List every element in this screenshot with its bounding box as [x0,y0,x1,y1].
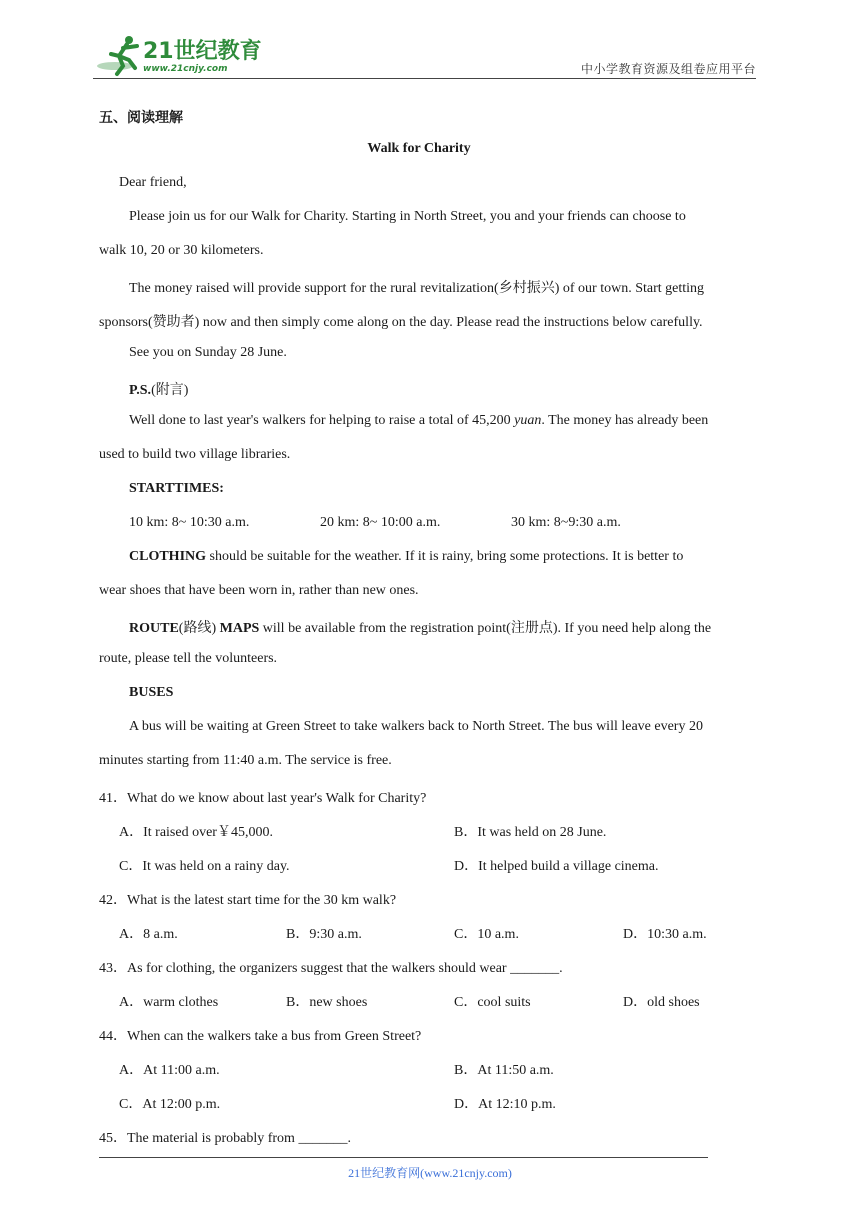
ps-note: (附言) [151,383,189,398]
q44-option-c[interactable]: C．At 12:00 p.m. [119,1097,221,1112]
question-44: 44．When can the walkers take a bus from Green Street? [99,1029,422,1044]
paragraph-1a: Please join us for our Walk for Charity. Starting in North Street, you and your friends can choose to [129,209,686,224]
p4a-post: . The money has already been [541,413,709,428]
route-cn: (路线) [178,621,220,636]
question-45: 45．The material is probably from _______. [99,1131,351,1146]
clothing-label: CLOTHING [129,549,207,564]
p4a-italic: yuan [514,413,542,428]
q42-option-b[interactable]: B．9:30 a.m. [286,927,362,942]
q44-option-a[interactable]: A．At 11:00 a.m. [119,1063,220,1078]
q44-option-d[interactable]: D．At 12:10 p.m. [454,1097,556,1112]
q41-option-c[interactable]: C．It was held on a rainy day. [119,859,290,874]
p4a-pre: Well done to last year's walkers for helping to raise a total of 45,200 [129,413,515,428]
section-title: 五、阅读理解 [99,110,183,126]
q42-option-a[interactable]: A．8 a.m. [119,927,178,942]
q41-option-a[interactable]: A．It raised over￥45,000. [119,825,273,840]
footer-link[interactable]: 21世纪教育网(www.21cnjy.com) [348,1166,512,1180]
footer-divider [99,1157,708,1158]
q42-option-d[interactable]: D．10:30 a.m. [623,927,707,942]
route-line [129,617,711,637]
question-41: 41．What do we know about last year's Walk for Charity? [99,791,427,806]
paragraph-4b: used to build two village libraries. [99,447,291,462]
logo-21cnjy [93,34,263,80]
paragraph-2b: sponsors(赞助者) now and then simply come along on the day. Please read the instructions below carefully. [99,315,703,330]
clothing-line [129,549,683,565]
paragraph-4a [129,413,708,429]
route-label: ROUTE [129,621,179,636]
q43-option-b[interactable]: B．new shoes [286,995,368,1010]
start-time-30km: 30 km: 8~9:30 a.m. [511,515,621,530]
header-platform-name: 中小学教育资源及组卷应用平台 [580,62,756,76]
maps-label: MAPS [219,621,260,636]
start-time-20km: 20 km: 8~ 10:00 a.m. [320,515,441,530]
bus-line-a: A bus will be waiting at Green Street to take walkers back to North Street. The bus will leave every 20 [129,719,703,734]
logo-url: www.21cnjy.com [143,64,228,74]
starttimes-label: STARTTIMES: [129,481,224,496]
question-43: 43．As for clothing, the organizers suggest that the walkers should wear _______. [99,961,563,976]
question-42: 42．What is the latest start time for the 30 km walk? [99,893,397,908]
clothing-line-b: wear shoes that have been worn in, rather than new ones. [99,583,419,598]
header-divider [93,78,756,79]
q41-option-b[interactable]: B．It was held on 28 June. [454,825,607,840]
clothing-text: should be suitable for the weather. If it is rainy, bring some protections. It is better to [206,549,684,564]
ps-line [129,379,188,399]
q42-option-c[interactable]: C．10 a.m. [454,927,519,942]
q43-option-d[interactable]: D．old shoes [623,995,700,1010]
q43-option-c[interactable]: C．cool suits [454,995,531,1010]
paragraph-2a: The money raised will provide support for the rural revitalization(乡村振兴) of our town. Start getting [129,281,705,296]
passage-title: Walk for Charity [367,141,471,156]
route-text: will be available from the registration point(注册点). If you need help along the [259,621,712,636]
logo-text: 21世纪教育 [143,39,262,64]
q41-option-d[interactable]: D．It helped build a village cinema. [454,859,659,874]
greeting: Dear friend, [119,175,187,190]
bus-line-b: minutes starting from 11:40 a.m. The service is free. [99,753,392,768]
q43-option-a[interactable]: A．warm clothes [119,995,219,1010]
route-line-b: route, please tell the volunteers. [99,651,278,666]
paragraph-1b: walk 10, 20 or 30 kilometers. [99,243,264,258]
ps-label: P.S. [129,383,152,398]
paragraph-3: See you on Sunday 28 June. [129,345,287,360]
start-time-10km: 10 km: 8~ 10:30 a.m. [129,515,250,530]
page-header [0,0,860,80]
q44-option-b[interactable]: B．At 11:50 a.m. [454,1063,554,1078]
buses-label: BUSES [129,685,174,700]
